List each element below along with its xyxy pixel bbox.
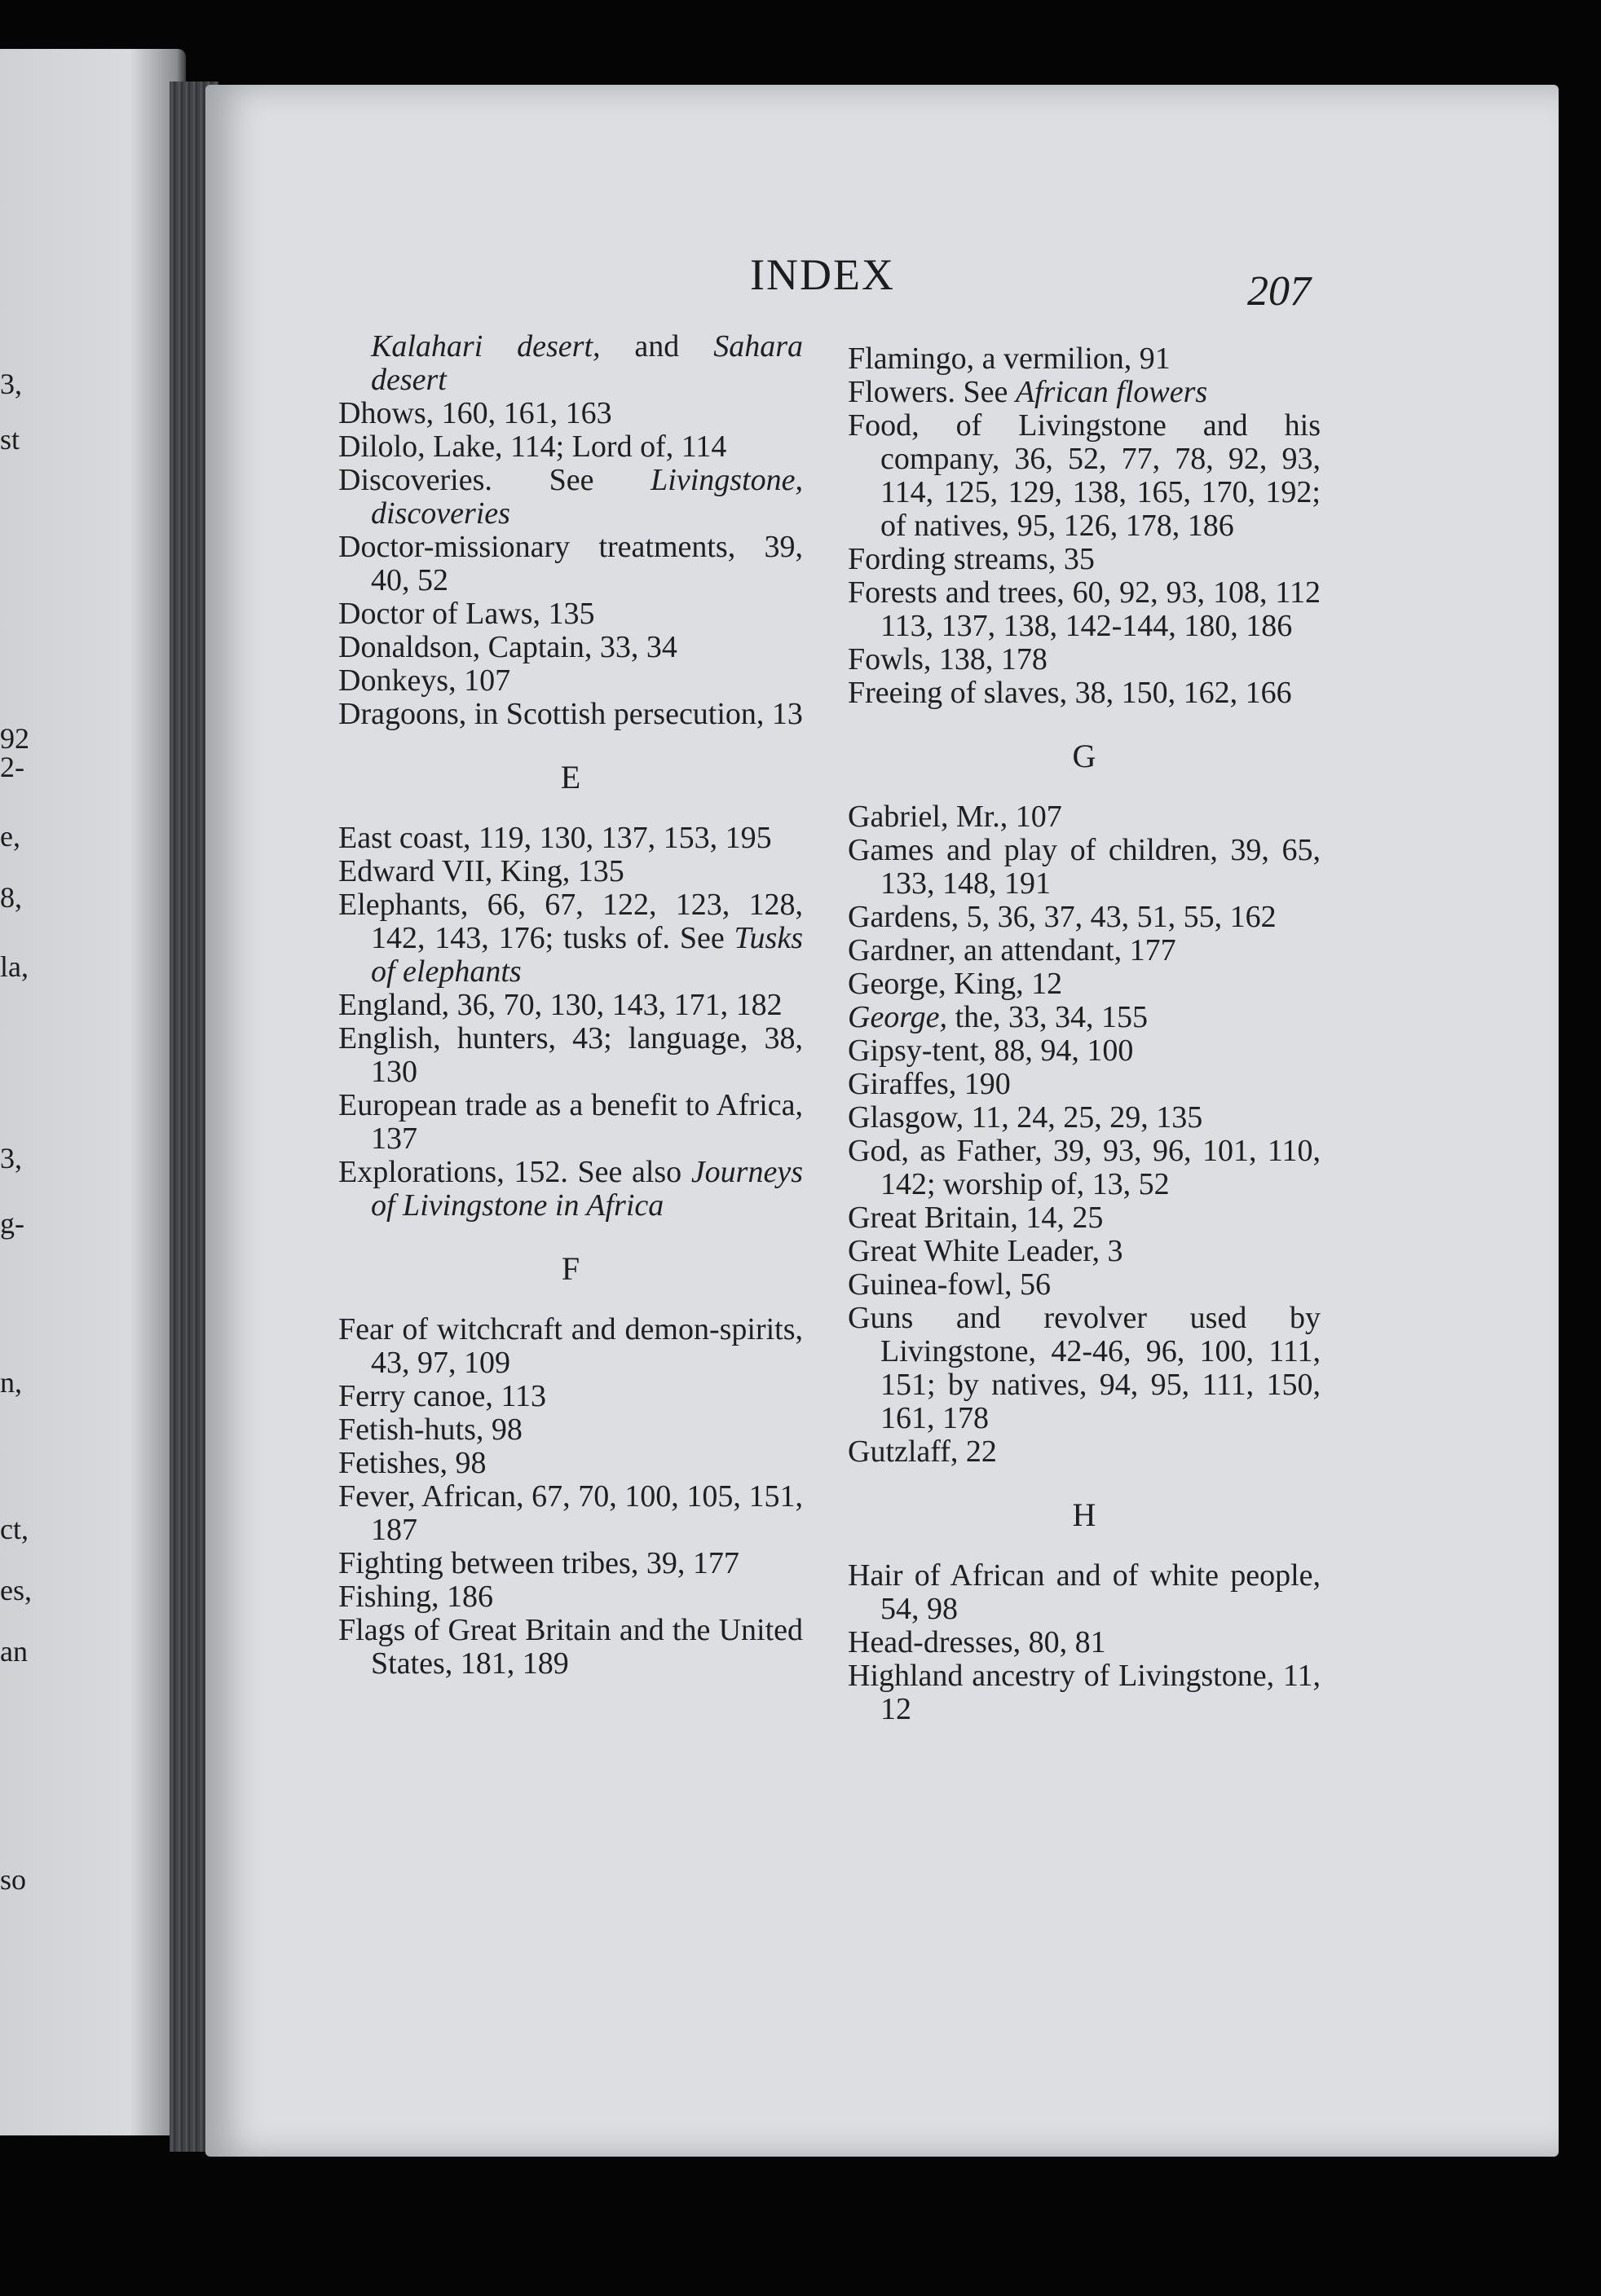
index-entry-text: Dragoons, in Scottish persecution, 13 xyxy=(338,697,803,731)
index-entry xyxy=(338,1022,803,1089)
index-entry xyxy=(338,664,803,698)
index-entry-text: Donkeys, 107 xyxy=(338,663,511,698)
index-entry xyxy=(848,1626,1321,1659)
index-entry xyxy=(338,330,803,397)
index-entry-text: Flamingo, a vermilion, 91 xyxy=(848,342,1171,376)
index-entry xyxy=(338,397,803,430)
index-entry-text: Journeys of Livingstone in Africa xyxy=(371,1155,803,1223)
facing-page-fragment: n, xyxy=(0,1366,22,1399)
index-entry xyxy=(338,531,803,597)
section-letter: F xyxy=(561,1250,580,1287)
index-entry xyxy=(848,800,1321,834)
index-entry xyxy=(848,1001,1321,1034)
index-entry-text: Fetishes, 98 xyxy=(338,1446,487,1480)
index-entry-text: Explorations, 152. See also xyxy=(338,1155,691,1189)
index-entry xyxy=(338,1480,803,1547)
section-letter: E xyxy=(560,759,581,795)
index-entry-text: Great White Leader, 3 xyxy=(848,1234,1123,1268)
index-entry-text: Ferry canoe, 113 xyxy=(338,1379,546,1413)
index-entry-text: Fever, African, 67, 70, 100, 105, 151, 187 xyxy=(338,1479,803,1547)
index-entry-text: Fishing, 186 xyxy=(338,1580,494,1614)
index-entry xyxy=(848,1235,1321,1268)
index-entry-text: George, xyxy=(848,1000,948,1034)
index-entry-text: Dhows, 160, 161, 163 xyxy=(338,396,612,430)
index-entry xyxy=(848,1559,1321,1626)
facing-page-fragment: 3, xyxy=(0,368,22,400)
index-entry-text: Gardner, an attendant, 177 xyxy=(848,933,1176,967)
index-entry-text: Sahara desert xyxy=(371,329,803,397)
index-entry xyxy=(848,1135,1321,1201)
index-entry xyxy=(848,376,1321,409)
facing-page-fragment: g- xyxy=(0,1207,24,1240)
index-entry xyxy=(338,888,803,989)
index-entry xyxy=(848,409,1321,543)
index-entry xyxy=(848,1435,1321,1469)
index-entry-text: George, King, 12 xyxy=(848,967,1063,1001)
section-letter: G xyxy=(1072,738,1096,774)
index-entry xyxy=(338,698,803,731)
index-entry xyxy=(338,1089,803,1156)
index-entry xyxy=(848,543,1321,576)
index-entry-text: Flowers. See xyxy=(848,375,1016,409)
index-entry-text: Great Britain, 14, 25 xyxy=(848,1201,1104,1235)
index-entry-text: Fetish-huts, 98 xyxy=(338,1412,523,1447)
index-entry-text: Livingstone, discoveries xyxy=(371,463,803,531)
index-entry-text: Freeing of slaves, 38, 150, 162, 166 xyxy=(848,676,1292,710)
index-entry-text: European trade as a benefit to Africa, 137 xyxy=(338,1088,803,1156)
index-entry-text: East coast, 119, 130, 137, 153, 195 xyxy=(338,821,772,855)
index-entry-text: Edward VII, King, 135 xyxy=(338,854,624,888)
index-entry-text: Fighting between tribes, 39, 177 xyxy=(338,1546,739,1580)
index-entry-text: Highland ancestry of Livingstone, 11, 12 xyxy=(848,1659,1321,1726)
index-entry-text: Food, of Livingstone and his company, 36, 52, 77, 78, 92, 93, 114, 125, 129, 138, 165, 170, 192; of natives, 95, 126, 178, 186 xyxy=(848,408,1321,543)
index-entry-text: African flowers xyxy=(1015,375,1208,409)
index-entry-text: Glasgow, 11, 24, 25, 29, 135 xyxy=(848,1100,1203,1135)
index-entry-text: God, as Father, 39, 93, 96, 101, 110, 142; worship of, 13, 52 xyxy=(848,1134,1321,1201)
index-entry xyxy=(848,901,1321,934)
index-entry-text: Fording streams, 35 xyxy=(848,542,1095,576)
facing-page-fragment: st xyxy=(0,423,20,456)
index-entry xyxy=(848,1268,1321,1302)
facing-page-fragment: so xyxy=(0,1863,27,1896)
index-entry-text: Forests and trees, 60, 92, 93, 108, 112 113, 137, 138, 142-144, 180, 186 xyxy=(848,575,1321,643)
index-entry-text: Guns and revolver used by Livingstone, 42-46, 96, 100, 111, 151; by natives, 94, 95, 111, 150, 161, 178 xyxy=(848,1301,1321,1435)
index-entry xyxy=(338,1447,803,1480)
index-entry-text: Gardens, 5, 36, 37, 43, 51, 55, 162 xyxy=(848,900,1277,934)
index-entry-text: Donaldson, Captain, 33, 34 xyxy=(338,630,677,664)
facing-page-fragment: es, xyxy=(0,1574,32,1606)
index-entry-text: Kalahari desert, xyxy=(371,329,601,364)
index-entry-text: Head-dresses, 80, 81 xyxy=(848,1625,1106,1659)
index-entry xyxy=(338,855,803,888)
index-entry-text: Doctor of Laws, 135 xyxy=(338,597,595,631)
index-entry xyxy=(848,1101,1321,1135)
facing-page-fragment: 3, xyxy=(0,1142,22,1174)
index-entry xyxy=(338,989,803,1022)
facing-page-fragment: la, xyxy=(0,950,29,983)
index-entry xyxy=(848,576,1321,643)
page-number: 207 xyxy=(1247,268,1311,315)
index-entry xyxy=(338,1380,803,1413)
index-entry-text: Tusks of elephants xyxy=(371,921,803,989)
index-entry-text: Elephants, 66, 67, 122, 123, 128, 142, 143, 176; tusks of. See xyxy=(338,888,803,955)
index-entry xyxy=(338,1156,803,1223)
index-entry xyxy=(848,834,1321,901)
index-entry-text: Fear of witchcraft and demon-spirits, 43, 97, 109 xyxy=(338,1312,803,1380)
index-entry-text: Dilolo, Lake, 114; Lord of, 114 xyxy=(338,430,727,464)
index-entry xyxy=(848,1034,1321,1068)
index-entry xyxy=(338,822,803,855)
facing-page-fragment: 2- xyxy=(0,751,24,783)
index-entry xyxy=(338,597,803,631)
facing-page-fragment: 92 xyxy=(0,722,29,755)
index-entry xyxy=(338,1313,803,1380)
index-entry xyxy=(848,1201,1321,1235)
index-entry xyxy=(848,934,1321,967)
facing-page-fragment: ct, xyxy=(0,1513,29,1545)
index-entry xyxy=(848,643,1321,676)
index-entry xyxy=(338,464,803,531)
index-entry xyxy=(848,676,1321,710)
index-entry-text: Discoveries. See xyxy=(338,463,651,497)
index-entry-text: Giraffes, 190 xyxy=(848,1067,1011,1101)
index-entry xyxy=(848,1068,1321,1101)
facing-page-fragment: 8, xyxy=(0,881,22,914)
index-entry-text: England, 36, 70, 130, 143, 171, 182 xyxy=(338,988,783,1022)
index-entry-text: Gipsy-tent, 88, 94, 100 xyxy=(848,1033,1134,1068)
index-entry xyxy=(338,1547,803,1580)
index-entry xyxy=(338,1580,803,1614)
index-entry-text: Gabriel, Mr., 107 xyxy=(848,800,1062,834)
index-entry-text: Flags of Great Britain and the United States, 181, 189 xyxy=(338,1613,803,1681)
index-entry-text: Gutzlaff, 22 xyxy=(848,1434,997,1469)
index-entry xyxy=(848,967,1321,1001)
index-entry xyxy=(848,1659,1321,1726)
index-entry-text: the, 33, 34, 155 xyxy=(947,1000,1148,1034)
index-entry-text: Fowls, 138, 178 xyxy=(848,642,1047,676)
page-title: INDEX xyxy=(750,250,895,299)
index-entry xyxy=(338,1413,803,1447)
index-entry-text: Guinea-fowl, 56 xyxy=(848,1267,1052,1302)
index-entry xyxy=(338,430,803,464)
index-column-right xyxy=(848,342,1321,1726)
index-entry xyxy=(848,342,1321,376)
index-entry-text: Games and play of children, 39, 65, 133, 148, 191 xyxy=(848,833,1321,901)
index-entry-text: English, hunters, 43; language, 38, 130 xyxy=(338,1021,803,1089)
index-column-left xyxy=(338,330,803,1681)
index-entry-text: and xyxy=(600,329,714,364)
facing-page-fragment: an xyxy=(0,1635,28,1668)
facing-page-fragment: e, xyxy=(0,820,20,853)
index-entry xyxy=(338,1614,803,1681)
index-entry-text: Doctor-missionary treatments, 39, 40, 52 xyxy=(338,530,803,597)
index-entry-text: Hair of African and of white people, 54, 98 xyxy=(848,1558,1321,1626)
index-entry xyxy=(338,631,803,664)
facing-page-edge xyxy=(0,49,186,2135)
index-entry xyxy=(848,1302,1321,1435)
section-letter: H xyxy=(1072,1496,1096,1533)
